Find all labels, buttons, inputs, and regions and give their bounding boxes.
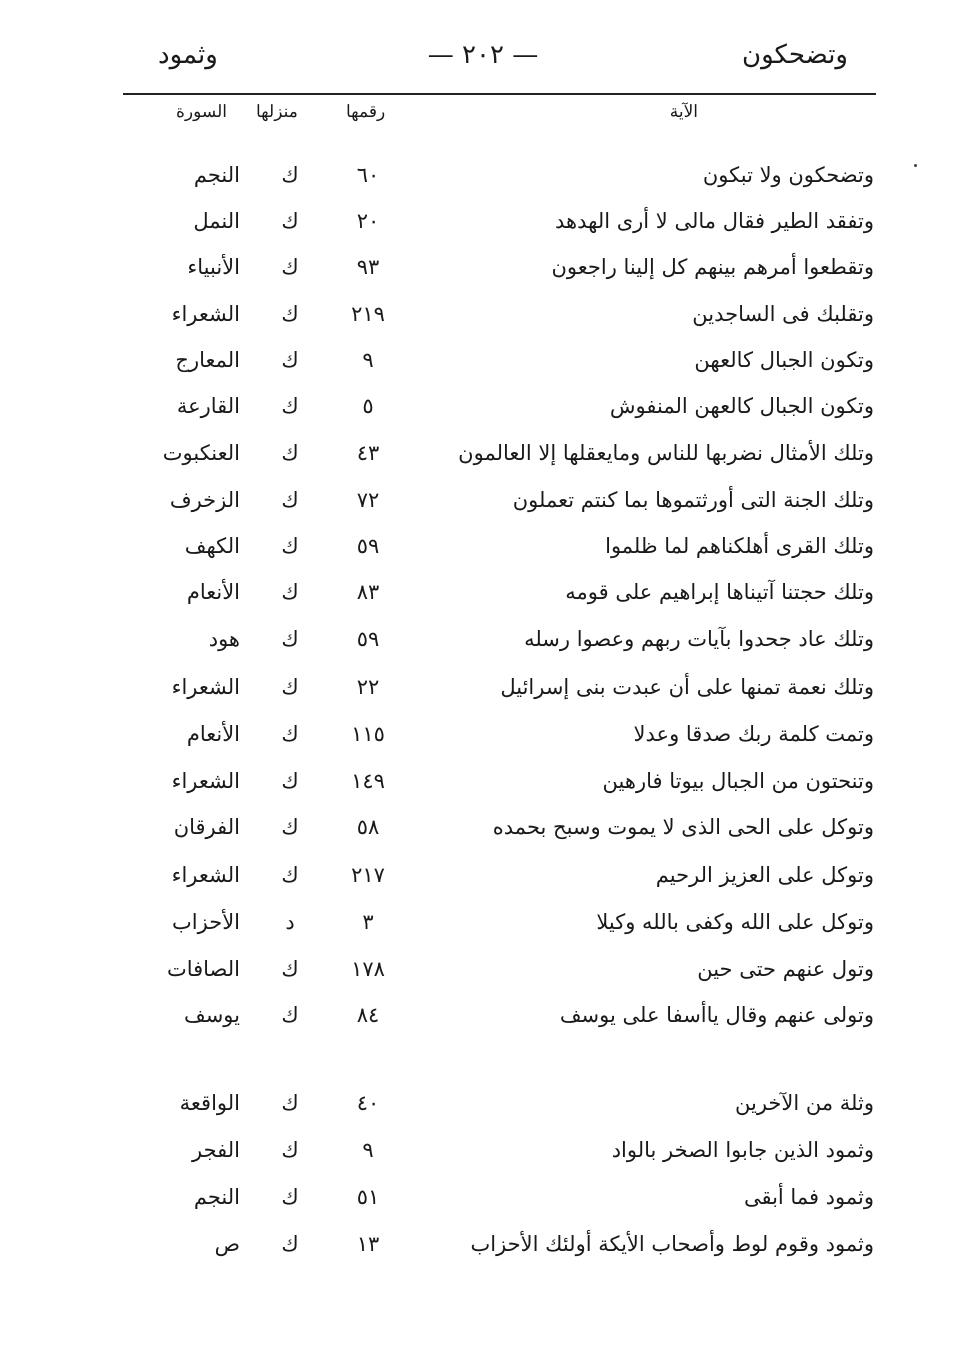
surah-cell: الشعراء [171,675,240,699]
verse-number-cell: ١٣ [356,1232,380,1256]
verse-cell: وتلك الأمثال نضربها للناس ومايعقلها إلا العالمون [458,441,874,465]
verse-number-cell: ٢٢ [356,675,380,699]
surah-cell: المعارج [175,348,240,372]
verse-number-cell: ٤٠ [356,1091,380,1115]
verse-number-cell: ٤٣ [356,441,380,465]
surah-cell: الشعراء [171,302,240,326]
verse-cell: وثمود الذين جابوا الصخر بالواد [611,1138,874,1162]
verse-cell: وتوكل على العزيز الرحيم [655,863,874,887]
revelation-cell: ك [281,675,299,699]
verse-number-cell: ٥٩ [356,534,380,558]
revelation-cell: ك [281,1138,299,1162]
verse-cell: وتلك القرى أهلكناهم لما ظلموا [605,534,874,558]
surah-cell: يوسف [183,1003,240,1027]
verse-number-cell: ٥١ [356,1185,380,1209]
surah-cell: الأنبياء [187,255,240,279]
table-row [0,394,966,434]
running-head-left: وثمود [158,40,218,70]
verse-number-cell: ٦٠ [356,163,380,187]
revelation-cell: ك [281,957,299,981]
surah-cell: الفرقان [173,815,240,839]
verse-number-cell: ٩ [362,1138,374,1162]
table-row [0,534,966,574]
verse-cell: وتكون الجبال كالعهن [694,348,874,372]
table-row [0,769,966,809]
table-row [0,488,966,528]
verse-cell: وتلك حجتنا آتيناها إبراهيم على قومه [565,580,874,604]
table-row [0,302,966,342]
surah-cell: النجم [193,163,240,187]
verse-number-cell: ١١٥ [351,722,385,746]
table-row [0,209,966,249]
column-header-verse: الآية [669,102,698,122]
verse-number-cell: ٥٩ [356,627,380,651]
verse-cell: وتوكل على الله وكفى بالله وكيلا [596,910,874,934]
verse-number-cell: ٢١٧ [351,863,385,887]
table-row [0,815,966,855]
table-row [0,675,966,715]
table-row [0,910,966,950]
surah-cell: الأحزاب [172,910,240,934]
column-header-number: رقمها [346,102,386,122]
revelation-cell: د [285,910,295,934]
surah-cell: الفجر [192,1138,240,1162]
revelation-cell: ك [281,348,299,372]
table-row [0,1232,966,1272]
revelation-cell: ك [281,488,299,512]
table-row [0,1091,966,1131]
revelation-cell: ك [281,394,299,418]
verse-number-cell: ٣ [362,910,374,934]
revelation-cell: ك [281,441,299,465]
surah-cell: الشعراء [171,863,240,887]
running-head-right: وتضحكون [741,40,848,70]
revelation-cell: ك [281,534,299,558]
column-header-revelation: منزلها [256,102,298,122]
verse-cell: وتوكل على الحى الذى لا يموت وسبح بحمده [492,815,874,839]
verse-cell: وتول عنهم حتى حين [697,957,874,981]
table-row [0,863,966,903]
revelation-cell: ك [281,163,299,187]
verse-number-cell: ٥٨ [356,815,380,839]
surah-cell: العنكبوت [162,441,240,465]
revelation-cell: ك [281,255,299,279]
verse-cell: وثمود فما أبقى [743,1185,874,1209]
revelation-cell: ك [281,815,299,839]
verse-number-cell: ٨٣ [356,580,380,604]
revelation-cell: ك [281,302,299,326]
table-row [0,1185,966,1225]
surah-cell: هود [208,627,240,651]
verse-number-cell: ٢١٩ [351,302,385,326]
table-row [0,580,966,620]
verse-cell: وتولى عنهم وقال ياأسفا على يوسف [559,1003,874,1027]
surah-cell: القارعة [176,394,240,418]
table-row [0,1003,966,1043]
verse-cell: وتضحكون ولا تبكون [702,163,874,187]
surah-cell: الأنعام [186,722,240,746]
verse-cell: وثمود وقوم لوط وأصحاب الأيكة أولئك الأحزاب [470,1232,874,1256]
revelation-cell: ك [281,769,299,793]
verse-number-cell: ١٧٨ [351,957,385,981]
surah-cell: الصافات [166,957,240,981]
revelation-cell: ك [281,1091,299,1115]
verse-cell: وتلك الجنة التى أورثتموها بما كنتم تعملون [512,488,874,512]
revelation-cell: ك [281,627,299,651]
verse-cell: وثلة من الآخرين [735,1091,874,1115]
surah-cell: الشعراء [171,769,240,793]
revelation-cell: ك [281,1232,299,1256]
column-header-surah: السورة [176,102,227,122]
verse-cell: وتنحتون من الجبال بيوتا فارهين [602,769,874,793]
table-row [0,348,966,388]
surah-cell: ص [214,1232,240,1256]
surah-cell: الكهف [184,534,240,558]
surah-cell: النجم [193,1185,240,1209]
revelation-cell: ك [281,722,299,746]
verse-number-cell: ٩ [362,348,374,372]
table-row [0,722,966,762]
surah-cell: النمل [193,209,240,233]
verse-cell: وتلك عاد جحدوا بآيات ربهم وعصوا رسله [524,627,874,651]
revelation-cell: ك [281,1003,299,1027]
table-row [0,255,966,295]
page-number: — ٢٠٢ — [427,40,539,70]
verse-number-cell: ٥ [362,394,374,418]
verse-number-cell: ٢٠ [356,209,380,233]
verse-number-cell: ١٤٩ [351,769,385,793]
surah-cell: الزخرف [169,488,240,512]
revelation-cell: ك [281,580,299,604]
verse-number-cell: ٩٣ [356,255,380,279]
surah-cell: الأنعام [186,580,240,604]
verse-cell: وتفقد الطير فقال مالى لا أرى الهدهد [555,209,874,233]
header-rule [123,93,876,95]
verse-number-cell: ٨٤ [356,1003,380,1027]
table-row [0,627,966,667]
verse-cell: وتمت كلمة ربك صدقا وعدلا [633,722,874,746]
verse-number-cell: ٧٢ [356,488,380,512]
revelation-cell: ك [281,863,299,887]
verse-cell: وتلك نعمة تمنها على أن عبدت بنى إسرائيل [500,675,874,699]
verse-cell: وتقطعوا أمرهم بينهم كل إلينا راجعون [551,255,874,279]
table-row [0,163,966,203]
table-row [0,441,966,481]
verse-cell: وتقلبك فى الساجدين [692,302,874,326]
surah-cell: الواقعة [179,1091,240,1115]
table-row [0,1138,966,1178]
verse-cell: وتكون الجبال كالعهن المنفوش [609,394,874,418]
revelation-cell: ك [281,209,299,233]
table-row [0,957,966,997]
revelation-cell: ك [281,1185,299,1209]
